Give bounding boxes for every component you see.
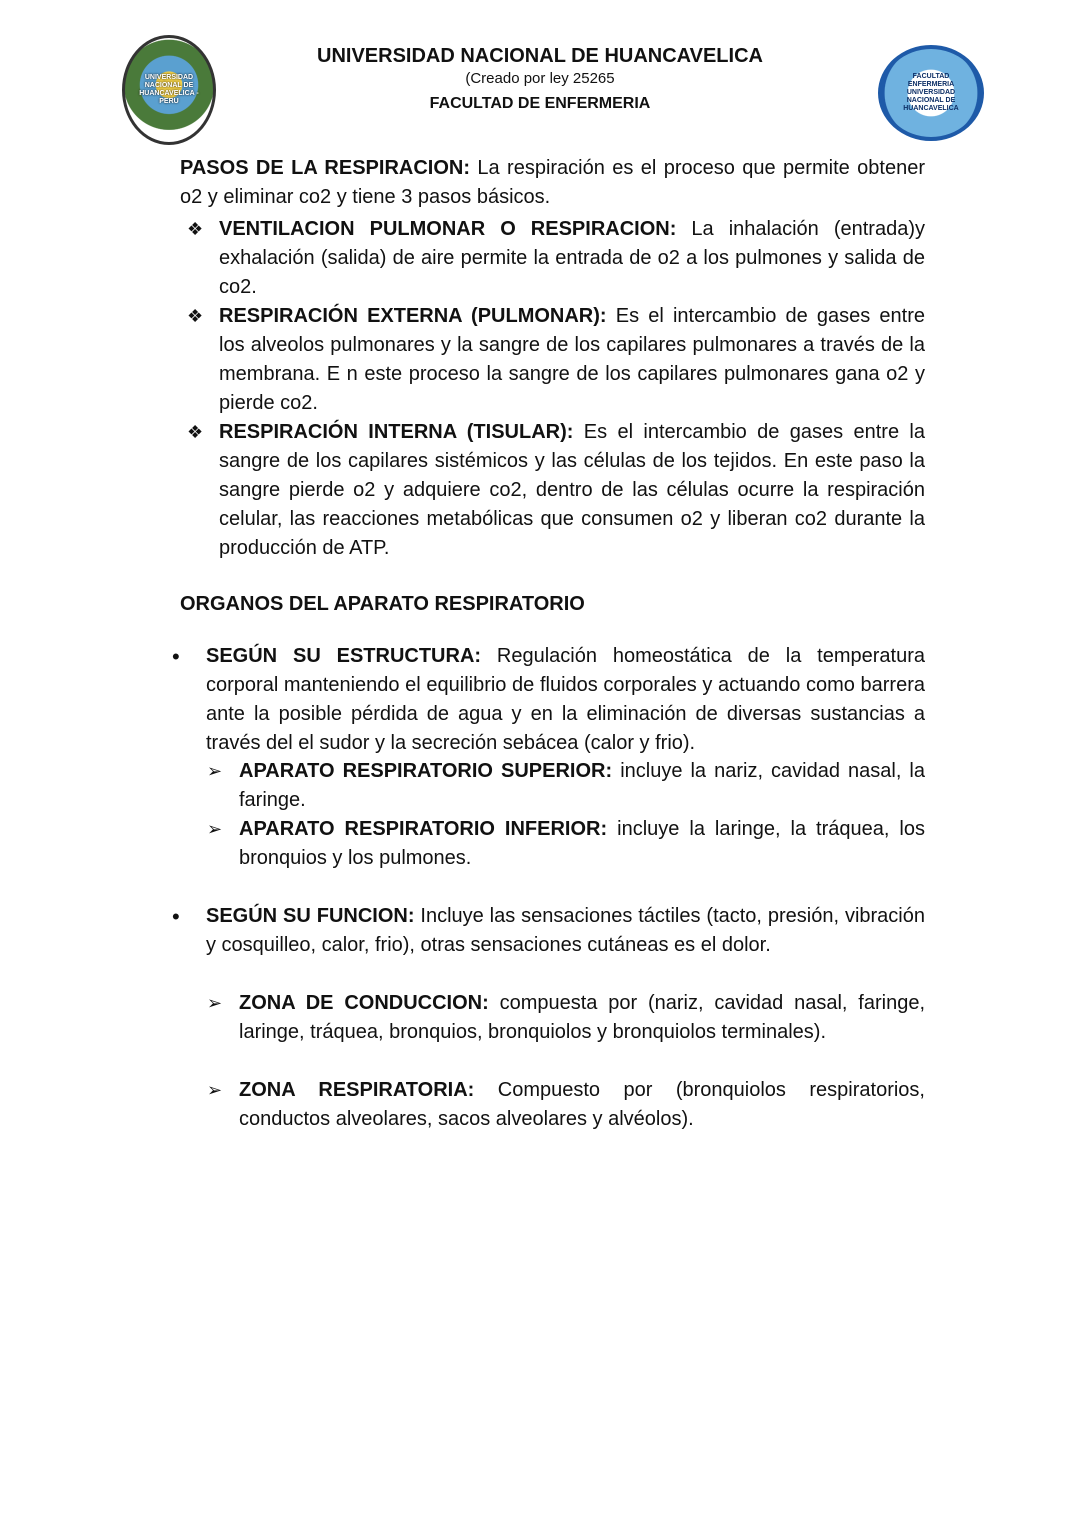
step-text: La inhalación (entrada)y exhalación (salida) de aire permite la entrada de o2 a los pulmones y salida de co2. xyxy=(219,218,925,298)
creation-law: (Creado por ley 25265 xyxy=(465,70,615,87)
structure-paragraph xyxy=(206,642,925,758)
faculty-logo-text: FACULTAD ENFERMERIA UNIVERSIDAD NACIONAL DE HUANCAVELICA xyxy=(903,73,959,112)
step-internal xyxy=(219,418,925,563)
intro-title: PASOS DE LA RESPIRACION: xyxy=(180,157,470,179)
function-paragraph xyxy=(206,902,925,960)
step-external xyxy=(219,302,925,418)
item-title: ZONA DE CONDUCCION: xyxy=(239,992,489,1014)
step-text: Es el intercambio de gases entre los alveolos pulmonares y la sangre de los capilares pulmonares a través de la membrana. E n este proceso la sangre de los capilares pulmonares gana o2 y pierde co2. xyxy=(219,305,926,414)
structure-text: Regulación homeostática de la temperatura corporal manteniendo el equilibrio de fluidos corporales y actuando como barrera ante la posible pérdida de agua y en la eliminación de diversas sustancias a través del el sudor y la secreción sebácea (calor y frio). xyxy=(206,645,926,754)
item-text: incluye la laringe, la tráquea, los bronquios y los pulmones. xyxy=(239,818,925,869)
section-title: ORGANOS DEL APARATO RESPIRATORIO xyxy=(180,593,585,615)
intro-paragraph xyxy=(180,154,925,212)
university-logo-text: UNIVERSIDAD NACIONAL DE HUANCAVELICA - PERU xyxy=(139,74,199,105)
intro-text: La respiración es el proceso que permite obtener o2 y eliminar co2 y tiene 3 pasos básicos. xyxy=(180,157,925,208)
arrow-bullet-icon: ➢ xyxy=(207,761,223,781)
arrow-bullet-icon: ➢ xyxy=(207,819,223,839)
lower-tract-item xyxy=(239,815,925,873)
respiratory-zone-item xyxy=(239,1076,925,1134)
item-title: APARATO RESPIRATORIO SUPERIOR: xyxy=(239,760,613,782)
item-text: Compuesto por (bronquiolos respiratorios, conductos alveolares, sacos alveolares y alvéolos). xyxy=(239,1079,925,1130)
diamond-bullet-icon: ❖ xyxy=(187,219,204,239)
step-title: VENTILACION PULMONAR O RESPIRACION: xyxy=(219,218,677,240)
item-title: APARATO RESPIRATORIO INFERIOR: xyxy=(239,818,608,840)
item-text: incluye la nariz, cavidad nasal, la faringe. xyxy=(239,760,925,811)
diamond-bullet-icon: ❖ xyxy=(187,306,204,326)
university-name: UNIVERSIDAD NACIONAL DE HUANCAVELICA xyxy=(317,45,763,67)
structure-title: SEGÚN SU ESTRUCTURA: xyxy=(206,645,482,667)
function-text: Incluye las sensaciones táctiles (tacto, presión, vibración y cosquilleo, calor, frio), otras sensaciones cutáneas es el dolor. xyxy=(206,905,925,956)
item-title: ZONA RESPIRATORIA: xyxy=(239,1079,475,1101)
diamond-bullet-icon: ❖ xyxy=(187,422,204,442)
upper-tract-item xyxy=(239,757,925,815)
arrow-bullet-icon: ➢ xyxy=(207,993,223,1013)
faculty-name: FACULTAD DE ENFERMERIA xyxy=(429,95,651,112)
conduction-zone-item xyxy=(239,989,925,1047)
step-text: Es el intercambio de gases entre la sangre de los capilares sistémicos y las células de los tejidos. En este paso la sangre pierde o2 y adquiere co2, dentro de las células ocurre la respiración celular, las reacciones metabólicas que consumen o2 y liberan co2 durante la producción de ATP. xyxy=(219,421,925,559)
dot-bullet-icon: • xyxy=(172,644,180,669)
step-title: RESPIRACIÓN INTERNA (TISULAR): xyxy=(219,421,574,443)
dot-bullet-icon: • xyxy=(172,904,180,929)
step-title: RESPIRACIÓN EXTERNA (PULMONAR): xyxy=(219,305,607,327)
step-ventilation xyxy=(219,215,925,302)
function-title: SEGÚN SU FUNCION: xyxy=(206,905,415,927)
arrow-bullet-icon: ➢ xyxy=(207,1080,223,1100)
item-text: compuesta por (nariz, cavidad nasal, faringe, laringe, tráquea, bronquios, bronquiolos y bronquiolos terminales). xyxy=(239,992,925,1043)
